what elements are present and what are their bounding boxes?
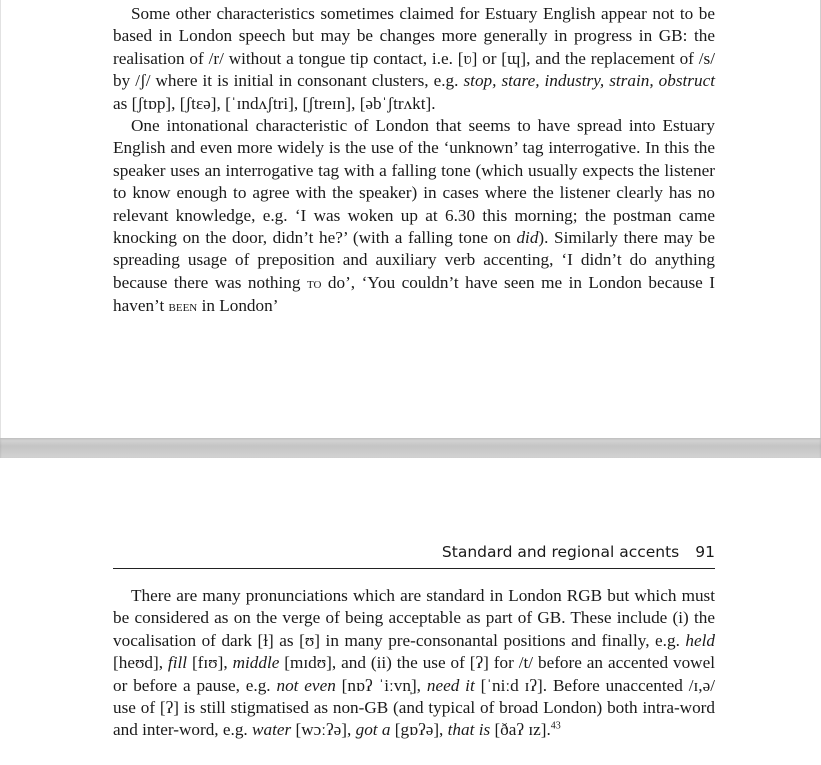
para-text: as [ʃtɒp], [ʃtɛə], [ˈɪndʌʃtri], [ʃtreɪn], [əbˈʃtrʌkt]. [113, 93, 436, 113]
page-number: 91 [695, 543, 715, 561]
lower-page-text [113, 585, 715, 742]
para-text: do’, ‘You couldn’t have seen me in London because I haven’t [113, 272, 715, 316]
emphasis-did: did [516, 228, 539, 248]
example-water: water [252, 720, 292, 740]
example-fill: fill [167, 653, 188, 673]
paragraph-intonation [113, 115, 715, 319]
page-edge-left [0, 0, 1, 438]
example-not-even: not even [276, 675, 336, 695]
ipa-text: [gɒʔə], [390, 720, 448, 740]
ipa-text: [ˈniːd ɪʔ]. Before unaccented /ɪ,ə/ use of [ʔ] is still stigmatised as non-GB (and typical of broad London) both intra-word and inter-word, e.g. [113, 675, 716, 740]
ipa-text: [wɔːʔə], [291, 720, 356, 740]
page-gap [0, 438, 821, 458]
para-text: Some other characteristics sometimes claimed for Estuary English appear not to be based in London speech but may be changes more generally in progress in GB: the realisation of /r/ without a tongue tip contact, i.e. [ʋ] or [ɰ], and the replacement of /s/ by /ʃ/ where it is initial in consonant clusters, e.g. [113, 4, 715, 91]
upper-page-text [113, 3, 715, 319]
header-rule [113, 568, 715, 569]
running-head [113, 541, 715, 563]
paragraph-estuary-characteristics [113, 3, 715, 115]
ipa-text: [nɒʔ ˈiːvn̩], [335, 675, 427, 695]
example-words: stop, stare, industry, strain, obstruct [463, 71, 715, 91]
footnote-marker[interactable]: 43 [550, 720, 561, 732]
example-middle: middle [232, 653, 280, 673]
example-need-it: need it [426, 675, 475, 695]
example-held: held [685, 630, 715, 650]
accented-to: to [306, 275, 322, 292]
para-text: in London’ [197, 296, 279, 316]
ipa-text: [heʊd], [113, 653, 168, 673]
example-that-is: that is [447, 720, 491, 740]
ipa-text: [fɪʊ], [187, 653, 233, 673]
para-text: There are many pronunciations which are standard in London RGB but which must be considered as on the verge of being acceptable as part of GB. These include (i) the vocalisation of dark [ɫ] as [ʊ] in many pre-consonantal positions and finally, e.g. [113, 586, 715, 650]
para-text: ). Similarly there may be spreading usage of preposition and auxiliary verb accenting, ‘I didn’t do anything because there was nothing [113, 228, 715, 292]
ipa-text: [mɪdʊ], and (ii) the use of [ʔ] for /t/ before an accented vowel or before a pause, e.g. [113, 653, 715, 695]
paragraph-london-rgb [113, 585, 715, 742]
ipa-text: [ðaʔ ɪz]. [490, 720, 551, 740]
para-text: One intonational characteristic of London that seems to have spread into Estuary English and even more widely is the use of the ‘unknown’ tag interrogative. In this the speaker uses an interrogative tag with a falling tone (which usually expects the listener to know enough to agree with the speaker) in cases where the listener clearly has no relevant knowledge, e.g. ‘I was woken up at 6.30 this morning; the postman came knocking on the door, didn’t he?’ (with a falling tone on [113, 116, 715, 248]
running-head-title: Standard and regional accents [441, 543, 680, 561]
example-got-a: got a [355, 720, 391, 740]
accented-been: been [168, 299, 198, 316]
